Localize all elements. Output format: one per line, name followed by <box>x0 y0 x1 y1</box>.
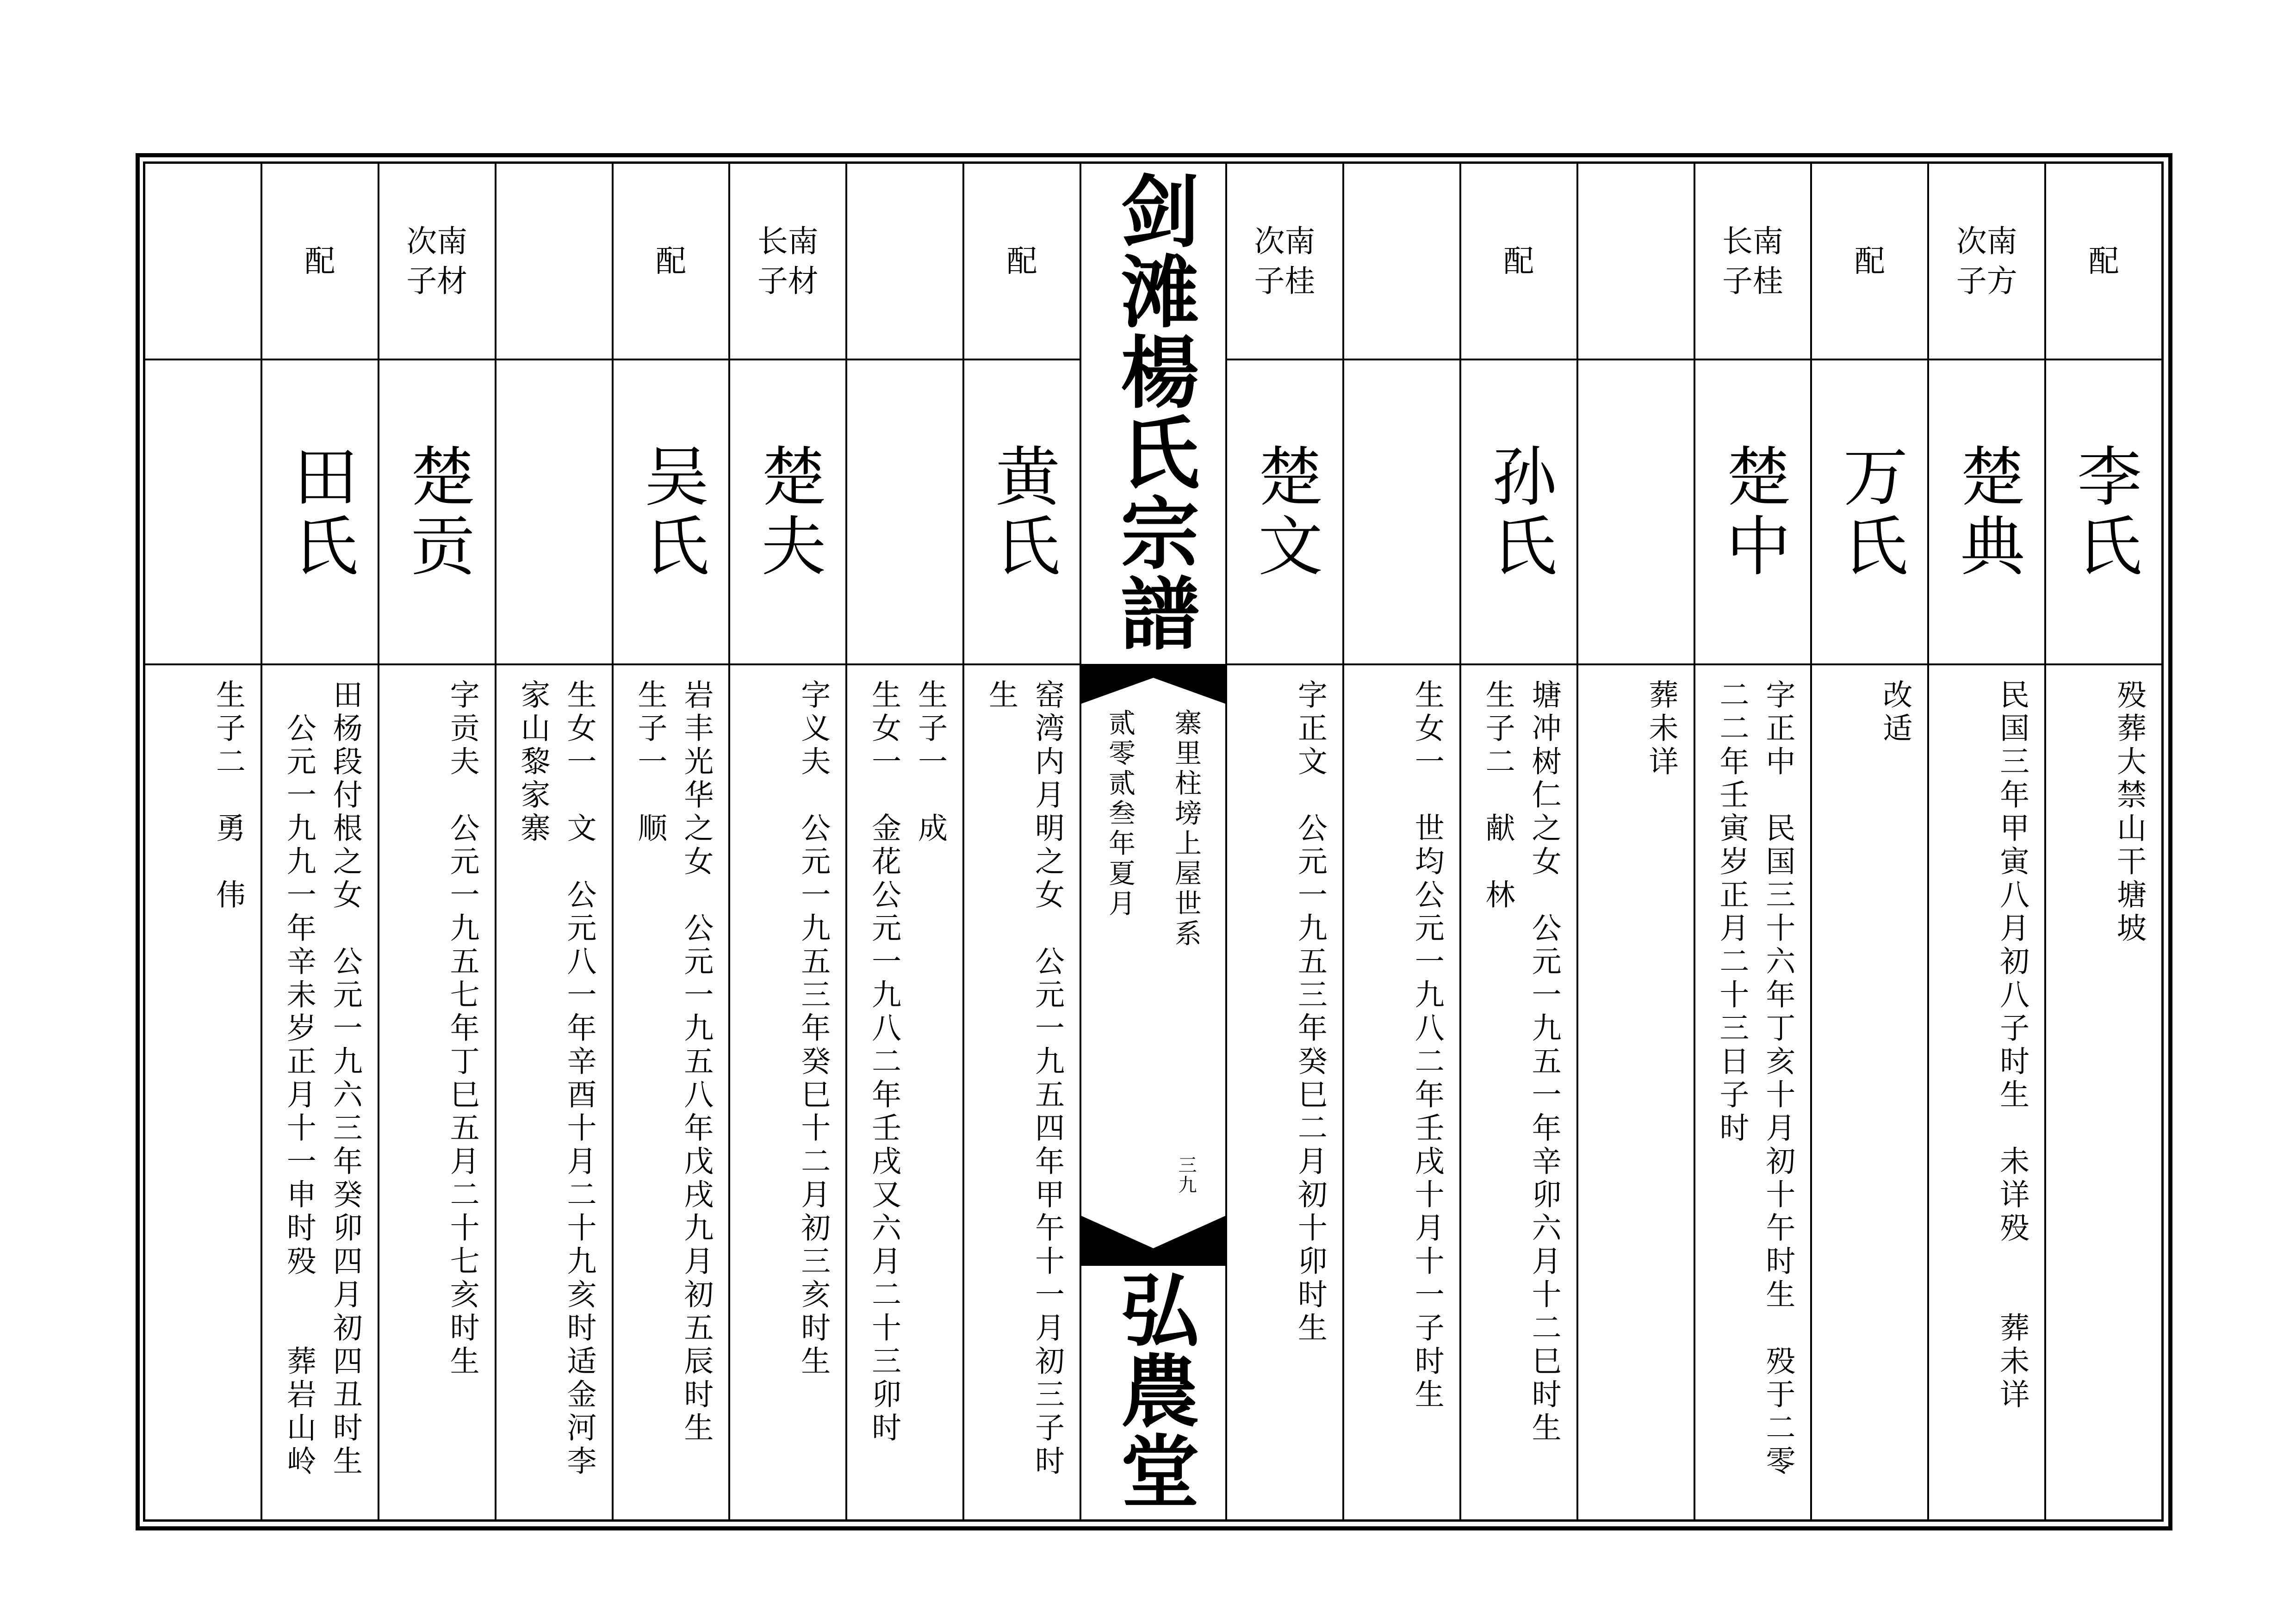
relation-line: 长南 <box>757 223 819 259</box>
name-cell <box>2046 360 2161 665</box>
detail-line: 民国三年甲寅八月初八子时生 未详殁 葬未详 <box>1995 679 2029 1412</box>
detail-line: 生女一 世均公元一九八二年壬戌十月十一子时生 <box>1409 679 1444 1412</box>
person-name: 万氏 <box>1832 442 1908 582</box>
genealogy-column <box>496 164 614 1519</box>
detail-text <box>1695 665 1811 1519</box>
detail-line: 葬未详 <box>1644 679 1678 779</box>
detail-line: 二二年壬寅岁正月二十三日子时 <box>1714 679 1749 1146</box>
relation-cell <box>1227 164 1342 360</box>
detail-cell <box>1695 665 1811 1519</box>
detail-text <box>496 665 612 1519</box>
relation-line: 长南 <box>1722 223 1783 259</box>
detail-cell <box>496 665 612 1519</box>
genealogy-column <box>2046 164 2161 1519</box>
relation-cell <box>964 164 1080 360</box>
detail-cell <box>1227 665 1342 1519</box>
detail-text <box>145 665 261 1519</box>
detail-text <box>847 665 962 1519</box>
relation-line: 配 <box>1503 243 1534 279</box>
relation-line: 次南 <box>1254 223 1316 259</box>
detail-text <box>1578 665 1694 1519</box>
relation-line: 子方 <box>1956 263 2017 299</box>
name-cell <box>1929 360 2044 665</box>
detail-line: 塘冲树仁之女 公元一九五一年辛卯六月十二巳时生 <box>1527 679 1561 1445</box>
relation-line: 次南 <box>1956 223 2017 259</box>
detail-cell <box>2046 665 2161 1519</box>
date-label: 贰零贰叁年夏月 <box>1104 709 1136 919</box>
genealogy-column <box>847 164 964 1519</box>
relation-cell <box>1812 164 1927 360</box>
name-cell <box>1812 360 1927 665</box>
detail-text <box>262 665 378 1519</box>
detail-cell <box>1578 665 1694 1519</box>
relation-cell <box>1461 164 1576 360</box>
person-name: 楚中 <box>1715 442 1791 582</box>
genealogy-column <box>1344 164 1461 1519</box>
detail-line: 生子一 成 <box>913 679 948 846</box>
branch-label: 寨里柱塝上屋世系 <box>1170 709 1202 949</box>
hall-name: 弘農堂 <box>1107 1270 1200 1511</box>
detail-line: 田杨段付根之女 公元一九六三年癸卯四月初四丑时生 <box>328 679 362 1479</box>
detail-text <box>964 665 1080 1519</box>
relation-line: 配 <box>304 243 335 279</box>
relation-cell <box>1344 164 1459 360</box>
relation-cell <box>1695 164 1811 360</box>
detail-line: 生子二 勇 伟 <box>211 679 245 912</box>
book-title: 剑滩楊氏宗譜 <box>1107 170 1200 653</box>
name-cell <box>1227 360 1342 665</box>
detail-cell <box>847 665 962 1519</box>
person-name: 田氏 <box>282 442 358 582</box>
name-cell <box>614 360 729 665</box>
genealogy-column <box>730 164 847 1519</box>
detail-text <box>379 665 495 1519</box>
detail-line: 生子一 顺 <box>633 679 667 846</box>
fish-tail-bottom-icon <box>1081 1216 1225 1266</box>
name-cell <box>145 360 261 665</box>
person-name: 黄氏 <box>984 442 1060 582</box>
detail-cell <box>730 665 845 1519</box>
person-name: 楚典 <box>1949 442 2025 582</box>
detail-cell <box>964 665 1080 1519</box>
person-name: 吴氏 <box>633 442 709 582</box>
relation-line: 配 <box>1006 243 1037 279</box>
person-name: 楚贡 <box>399 442 475 582</box>
genealogy-column <box>1929 164 2046 1519</box>
name-cell <box>379 360 495 665</box>
name-cell <box>730 360 845 665</box>
detail-line: 字正中 民国三十六年丁亥十月初十午时生 殁于二零 <box>1761 679 1795 1479</box>
detail-line: 窑湾内月明之女 公元一九五四年甲午十一月初三子时 <box>1030 679 1064 1479</box>
genealogy-column <box>964 164 1081 1519</box>
detail-line: 字义夫 公元一九五三年癸巳十二月初三亥时生 <box>796 679 831 1379</box>
detail-line: 生子二 献 林 <box>1480 679 1515 912</box>
relation-line: 次南 <box>406 223 468 259</box>
detail-line: 改适 <box>1878 679 1912 746</box>
detail-cell <box>379 665 495 1519</box>
detail-text <box>614 665 729 1519</box>
spine-column <box>1081 164 1227 1519</box>
relation-line: 子材 <box>406 263 468 299</box>
relation-line: 配 <box>2088 243 2119 279</box>
detail-line: 岩丰光华之女 公元一九五八年戊戌九月初五辰时生 <box>679 679 714 1445</box>
name-cell <box>1578 360 1694 665</box>
relation-cell <box>847 164 962 360</box>
genealogy-column <box>1812 164 1929 1519</box>
page-number: 三九 <box>1175 1155 1197 1195</box>
person-name: 李氏 <box>2066 442 2142 582</box>
name-cell <box>1344 360 1459 665</box>
detail-text <box>1461 665 1576 1519</box>
detail-text <box>2046 665 2161 1519</box>
relation-line: 配 <box>1854 243 1885 279</box>
detail-line: 生女一 文 公元八一年辛酉十月二十九亥时适金河李 <box>562 679 596 1479</box>
relation-cell <box>1578 164 1694 360</box>
detail-line: 字正文 公元一九五三年癸巳二月初十卯时生 <box>1292 679 1327 1345</box>
relation-cell <box>496 164 612 360</box>
detail-cell <box>145 665 261 1519</box>
genealogy-column <box>1695 164 1812 1519</box>
detail-line: 生 <box>984 679 1018 712</box>
relation-cell <box>730 164 845 360</box>
person-name: 楚夫 <box>750 442 826 582</box>
detail-text <box>1929 665 2044 1519</box>
detail-cell <box>614 665 729 1519</box>
genealogy-column <box>1578 164 1695 1519</box>
person-name: 孙氏 <box>1481 442 1557 582</box>
name-cell <box>964 360 1080 665</box>
name-cell <box>262 360 378 665</box>
relation-line: 子桂 <box>1254 263 1316 299</box>
relation-line: 子桂 <box>1722 263 1783 299</box>
name-cell <box>496 360 612 665</box>
genealogy-column <box>262 164 379 1519</box>
detail-text <box>1227 665 1342 1519</box>
detail-line: 生女一 金花公元一九八二年壬戌又六月二十三卯时 <box>867 679 901 1445</box>
detail-cell <box>1812 665 1927 1519</box>
relation-cell <box>379 164 495 360</box>
relation-line: 子材 <box>757 263 819 299</box>
detail-text <box>1344 665 1459 1519</box>
genealogy-column <box>1461 164 1578 1519</box>
detail-cell <box>1344 665 1459 1519</box>
genealogy-column <box>145 164 262 1519</box>
person-name: 楚文 <box>1247 442 1323 582</box>
detail-line: 殁葬大禁山干塘坡 <box>2112 679 2146 946</box>
genealogy-column <box>614 164 731 1519</box>
name-cell <box>1461 360 1576 665</box>
relation-line: 配 <box>655 243 686 279</box>
name-cell <box>1695 360 1811 665</box>
detail-line: 家山黎家寨 <box>515 679 550 846</box>
genealogy-table <box>143 161 2164 1522</box>
detail-text <box>1812 665 1927 1519</box>
detail-line: 公元一九九一年辛未岁正月十一申时殁 葬岩山岭 <box>281 679 316 1479</box>
genealogy-column <box>379 164 496 1519</box>
fish-tail-top-icon <box>1081 664 1225 704</box>
name-cell <box>847 360 962 665</box>
detail-cell <box>1929 665 2044 1519</box>
genealogy-column <box>1227 164 1344 1519</box>
relation-cell <box>614 164 729 360</box>
detail-cell <box>262 665 378 1519</box>
detail-cell <box>1461 665 1576 1519</box>
detail-text <box>730 665 845 1519</box>
relation-cell <box>1929 164 2044 360</box>
relation-cell <box>262 164 378 360</box>
relation-cell <box>145 164 261 360</box>
detail-line: 字贡夫 公元一九五七年丁巳五月二十七亥时生 <box>445 679 479 1379</box>
relation-cell <box>2046 164 2161 360</box>
